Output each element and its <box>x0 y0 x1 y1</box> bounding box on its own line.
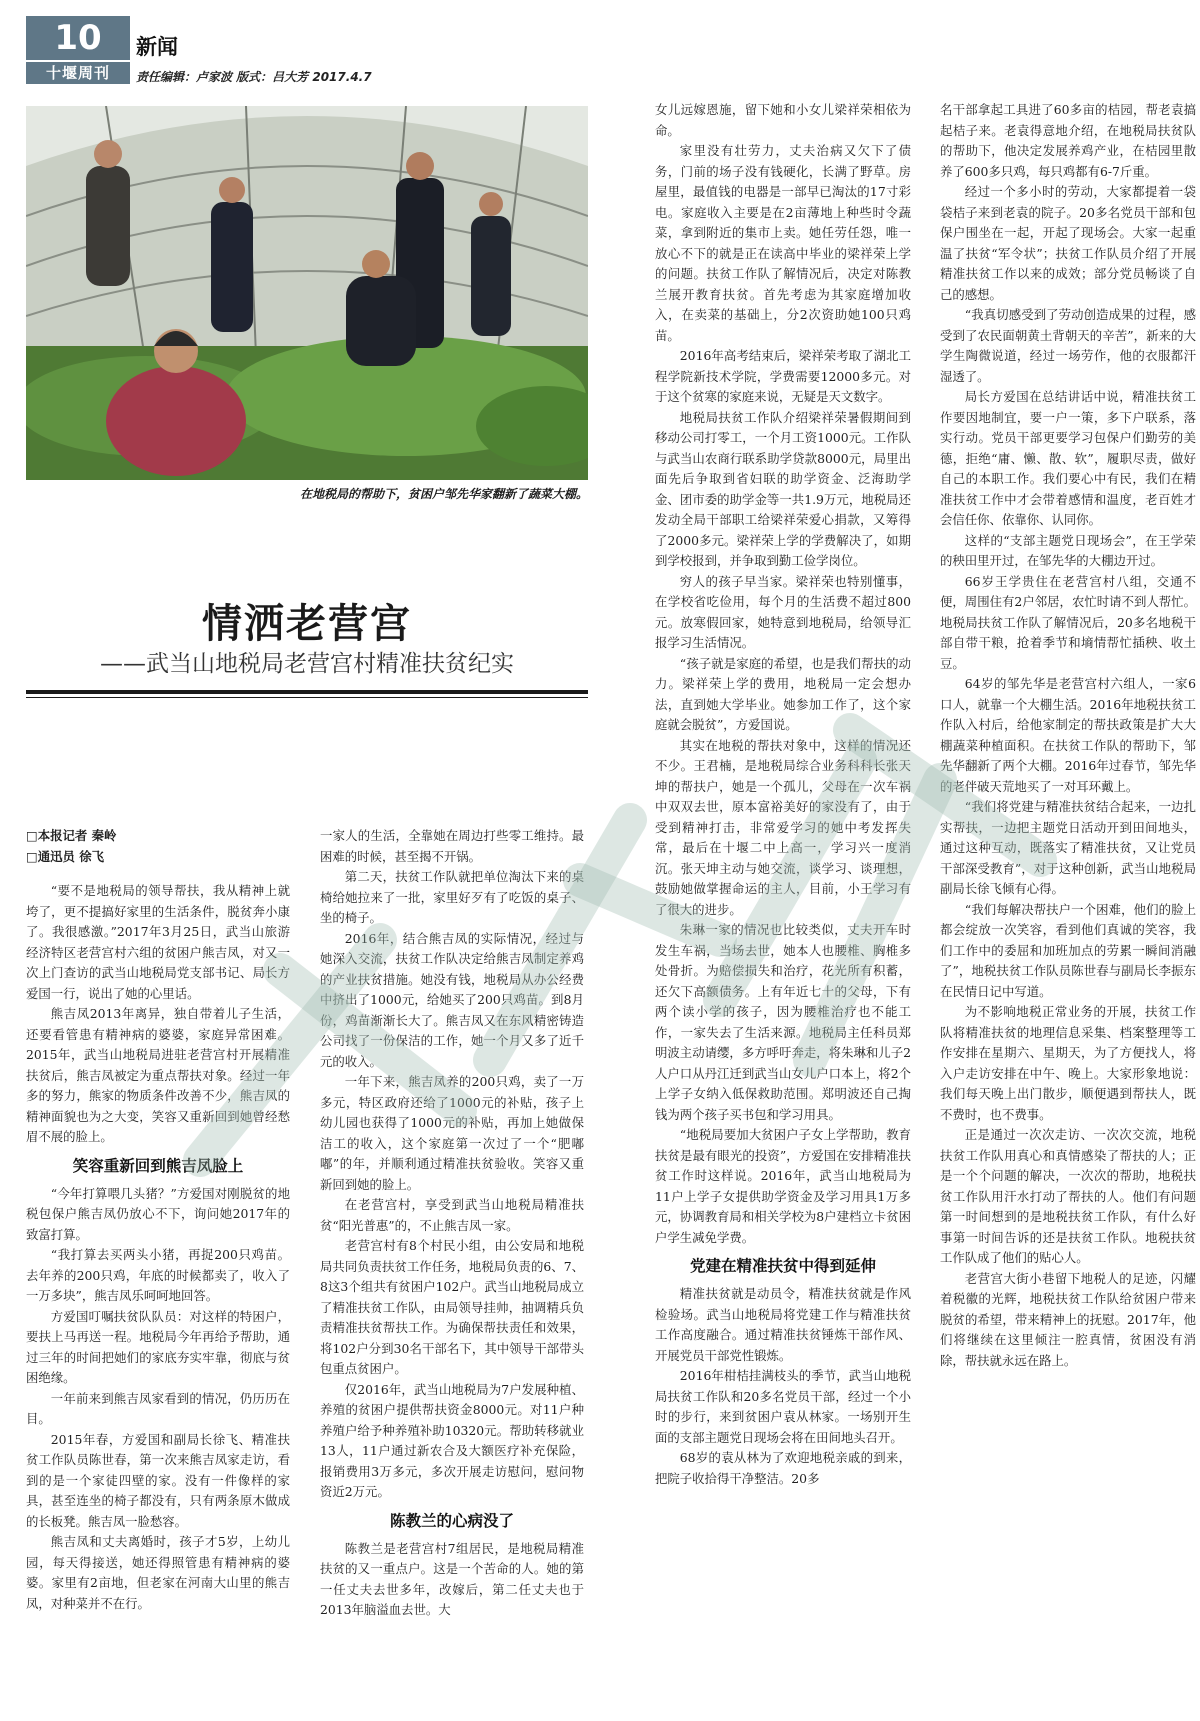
page-number-badge <box>26 16 130 84</box>
paragraph: 一年前来到熊吉凤家看到的情况，仍历历在目。 <box>26 1390 290 1426</box>
section-name: 新闻 <box>136 35 178 59</box>
paragraph: 其实在地税的帮扶对象中，这样的情况还不少。王君楠，是地税局综合业务科科长张天坤的帮扶户，她是一个孤儿，父母在一次车祸中双双去世，原本富裕美好的家没有了，由于受到精神打击，非常爱学习的她中考发挥失常，最后在十堰二中上高一，学习兴一度消沉。张天坤主动与她交流，谈学习、谈理想，鼓励她做掌握命运的主人，目前，小王学习有了很大的进步。 <box>655 737 911 917</box>
paragraph: 熊吉凤和丈夫离婚时，孩子才5岁，上幼儿园，每天得接送，她还得照管患有精神病的婆婆。家里有2亩地，但老家在河南大山里的熊吉凤，对种菜并不在行。 <box>26 1534 290 1611</box>
paragraph: 2016年高考结束后，梁祥荣考取了湖北工程学院新技术学院，学费需要12000多元。对于这个贫寒的家庭来说，无疑是天文数字。 <box>655 348 911 404</box>
paragraph: 地税局扶贫工作队介绍梁祥荣暑假期间到移动公司打零工，一个月工资1000元。工作队与武当山农商行联系助学贷款8000元，局里出面先后争取到省妇联的助学资金、泛海助学金、团市委的助学金等一共1.9万元，地税局还发动全局干部职工给梁祥荣爱心捐款，又筹得了2000多元。梁祥荣上学的学费解决了，如期到学校报到，并争取到勤工俭学岗位。 <box>655 409 911 568</box>
editor-credits: 责任编辑：卢家波 版式：吕大芳 2017.4.7 <box>136 70 372 84</box>
paragraph: 第二天，扶贫工作队就把单位淘汰下来的桌椅给她拉来了一批，家里好歹有了吃饭的桌子、坐的椅子。 <box>320 869 584 925</box>
paragraph: “我真切感受到了劳动创造成果的过程，感受到了农民面朝黄土背朝天的辛苦”，新来的大学生陶微说道，经过一场劳作，他的衣服都汗湿透了。 <box>940 307 1196 384</box>
paragraph: 2016年柑桔挂满枝头的季节，武当山地税局扶贫工作队和20多名党员干部，经过一个小时的步行，来到贫困户袁从林家。一场别开生面的支部主题党日现场会将在田间地头召开。 <box>655 1368 911 1445</box>
paragraph: 老营宫大街小巷留下地税人的足迹，闪耀着税徽的光辉，地税扶贫工作队给贫困户带来脱贫的希望，带来精神上的抚慰。2017年，他们将继续在这里倾注一腔真情，贫困没有消除，帮扶就永远在路上。 <box>940 1270 1196 1368</box>
section-heading: 陈教兰的心病没了 <box>389 1511 514 1530</box>
paragraph: 仅2016年，武当山地税局为7户发展种植、养殖的贫困户提供帮扶资金8000元。对11户种养殖户给予种养殖补助10320元。帮助转移就业13人，11户通过新农合及大额医疗补充保险，报销费用3万多元，多次开展走访慰问，慰问物资近2万元。 <box>320 1381 584 1499</box>
paragraph: 名干部拿起工具进了60多亩的桔园，帮老袁搞起桔子来。老袁得意地介绍，在地税局扶贫队的帮助下，他决定发展养鸡产业，在桔园里散养了600多只鸡，每只鸡都有6-7斤重。 <box>940 102 1196 179</box>
section-heading: 笑容重新回到熊吉凤脸上 <box>72 1156 244 1175</box>
paragraph: 一年下来，熊吉凤养的200只鸡，卖了一万多元，特区政府还给了1000元的补贴，孩子上幼儿园也获得了1000元的补贴，再加上她做保洁工的收入，这个家庭第一次过了一个“肥嘟嘟”的年，并顺利通过精准扶贫验收。笑容又重新回到她的脸上。 <box>320 1074 584 1192</box>
paragraph: 熊吉凤2013年离异，独自带着儿子生活，还要看管患有精神病的婆婆，家庭异常困难。2015年，武当山地税局进驻老营宫村开展精准扶贫后，熊吉凤被定为重点帮扶对象。经过一年多的努力，熊家的物质条件改善不少，熊吉凤的精神面貌也为之大变，笑容又重新回到她曾经愁眉不展的脸上。 <box>26 1006 290 1144</box>
paragraph: 在老营宫村，享受到武当山地税局精准扶贫“阳光普惠”的，不止熊吉凤一家。 <box>320 1197 584 1233</box>
paragraph: 朱琳一家的情况也比较类似，丈夫开车时发生车祸，当场去世，她本人也腰椎、胸椎多处骨折。为赔偿损失和治疗，花光所有积蓄，还欠下高额债务。上有年近七十的父母，下有两个读小学的孩子，因为腰椎治疗也不能工作，一家失去了生活来源。地税局主任科员郑明波主动请缨，多方呼吁奔走，将朱琳和儿子2人户口从丹江迁到武当山女儿户口本上，将2个上学子女纳入低保救助范围。郑明波还自己掏钱为两个孩子买书包和学习用具。 <box>655 922 911 1122</box>
paragraph: 经过一个多小时的劳动，大家都提着一袋袋桔子来到老袁的院子。20多名党员干部和包保户围坐在一起，开起了现场会。大家一起重温了扶贫“军令状”；扶贫工作队员介绍了开展精准扶贫工作以来的成效；部分党员畅谈了自己的感想。 <box>940 184 1196 302</box>
paragraph: 2016年，结合熊吉凤的实际情况，经过与她深入交流，扶贫工作队决定给熊吉凤制定养鸡的产业扶贫措施。她没有钱，地税局从办公经费中挤出了1000元，给她买了200只鸡苗。到8月份，鸡苗渐渐长大了。熊吉凤又在东风精密铸造公司找了一份保洁的工作，她一个月又多了近千元的收入。 <box>320 930 584 1069</box>
paragraph: 精准扶贫就是动员令，精准扶贫就是作风检验场。武当山地税局将党建工作与精准扶贫工作高度融合。通过精准扶贫锤炼干部作风、开展党员干部党性锻炼。 <box>655 1286 911 1363</box>
article-column-2 <box>320 826 584 1716</box>
article-column-3 <box>655 100 911 1716</box>
article-subtitle: ——武当山地税局老营宫村精准扶贫纪实 <box>100 651 514 677</box>
paragraph: “我打算去买两头小猪，再捉200只鸡苗。去年养的200只鸡，年底的时候都卖了，收入了一万多块”，熊吉凤乐呵呵地回答。 <box>26 1247 290 1303</box>
article-title: 情洒老营宫 <box>202 600 412 647</box>
paragraph: 68岁的袁从林为了欢迎地税亲戚的到来，把院子收拾得干净整洁。20多 <box>655 1450 911 1486</box>
paragraph: 2015年春，方爱国和副局长徐飞、精准扶贫工作队员陈世春，第一次来熊吉凤家走访，看到的是一个家徒四壁的家。没有一件像样的家具，甚至连坐的椅子都没有，只有两条原木做成的长板凳。熊吉凤一脸愁容。 <box>26 1431 290 1529</box>
page-number: 10 <box>26 16 130 60</box>
paragraph: “今年打算喂几头猪？”方爱国对刚脱贫的地税包保户熊吉凤仍放心不下，询问她2017年的致富打算。 <box>26 1185 290 1242</box>
photo-caption: 在地税局的帮助下，贫困户邹先华家翻新了蔬菜大棚。 <box>299 487 588 501</box>
title-rule-thin <box>26 697 588 698</box>
article-column-1 <box>26 826 290 1716</box>
paragraph: 为不影响地税正常业务的开展，扶贫工作队将精准扶贫的地理信息采集、档案整理等工作安排在星期六、星期天，为了方便找人，将入户走访安排在中午、晚上。大家形象地说：我们每天晚上出门散步，顺便遇到帮扶人，既不费时，也不费事。 <box>940 1004 1196 1122</box>
news-photo-greenhouse <box>26 106 588 480</box>
paragraph: 一家人的生活，全靠她在周边打些零工维持。最困难的时候，甚至揭不开锅。 <box>320 828 584 864</box>
paragraph: “地税局要加大贫困户子女上学帮助，教育扶贫是最有眼光的投资”，方爱国在安排精准扶贫工作时这样说。2016年，武当山地税局为11户上学子女提供助学资金及学习用具1万多元，协调教育局和相关学校为8户建档立卡贫困户学生减免学费。 <box>655 1127 911 1245</box>
byline-correspondent: □通迅员 徐飞 <box>26 848 104 864</box>
paragraph: “孩子就是家庭的希望，也是我们帮扶的动力。梁祥荣上学的费用，地税局一定会想办法，直到她大学毕业。她参加工作了，这个家庭就会脱贫”，方爱国说。 <box>655 655 911 732</box>
paragraph: 66岁王学贵住在老营宫村八组，交通不便，周围住有2户邻居，农忙时请不到人帮忙。地税局扶贫工作队了解情况后，20多名地税干部自带干粮，抢着季节和墒情帮忙插秧、收土豆。 <box>940 573 1196 671</box>
paragraph: “要不是地税局的领导帮扶，我从精神上就垮了，更不提搞好家里的生活条件，脱贫奔小康了。我很感激。”2017年3月25日，武当山旅游经济特区老营宫村六组的贫困户熊吉凤，对又一次上门查访的武当山地税局党支部书记、局长方爱国一行，说出了她的心里话。 <box>26 883 290 1001</box>
byline-reporter: □本报记者 秦岭 <box>26 828 117 843</box>
paragraph: 陈教兰是老营宫村7组居民，是地税局精准扶贫的又一重点户。这是一个苦命的人。她的第一任丈夫去世多年，改嫁后，第二任丈夫也于2013年脑溢血去世。大 <box>320 1540 584 1617</box>
title-rule <box>26 690 588 694</box>
paragraph: 方爱国叮嘱扶贫队队员：对这样的特困户，要扶上马再送一程。地税局今年再给予帮助，通过三年的时间把她们的家底夯实牢靠，彻底与贫困绝缘。 <box>26 1308 290 1385</box>
paragraph: “我们每解决帮扶户一个困难，他们的脸上都会绽放一次笑容，看到他们真诚的笑容，我们工作中的委屈和加班加点的劳累一瞬间消融了”，地税扶贫工作队员陈世春与副局长李振东在民情日记中写道。 <box>940 901 1196 999</box>
paragraph: “我们将党建与精准扶贫结合起来，一边扎实帮扶，一边把主题党日活动开到田间地头，通过这种互动，既落实了精准扶贫，又让党员干部深受教育”，对于这种创新，武当山地税局副局长徐飞倾有心得。 <box>940 799 1196 896</box>
paragraph: 64岁的邹先华是老营宫村六组人，一家6口人，就靠一个大棚生活。2016年地税扶贫工作队入村后，给他家制定的帮扶政策是扩大大棚蔬菜种植面积。在扶贫工作队的帮助下，邹先华翻新了两个大棚。2016年过春节，邹先华的老伴破天荒地买了一对耳环戴上。 <box>940 676 1196 794</box>
article-column-4 <box>940 100 1196 1716</box>
paper-name: 十堰周刊 <box>26 62 130 84</box>
paragraph: 老营宫村有8个村民小组，由公安局和地税局共同负责扶贫工作任务，地税局负责的6、7、8这3个组共有贫困户102户。武当山地税局成立了精准扶贫工作队，由局领导挂帅，抽调精兵负责精准扶贫帮扶工作。为确保帮扶责任和效果，将102户分到30名干部名下，其中领导干部带头包重点贫困户。 <box>320 1238 584 1376</box>
section-heading: 党建在精准扶贫中得到延伸 <box>689 1257 876 1275</box>
paragraph: 局长方爱国在总结讲话中说，精准扶贫工作要因地制宜，要一户一策，多下户联系，落实行动。党员干部更要学习包保户们勤劳的美德，拒绝“庸、懒、散、软”，履职尽责，做好自己的本职工作。我们要心中有民，我们在精准扶贫工作中才会带着感情和温度，老百姓才会信任你、依靠你、认同你。 <box>940 389 1196 527</box>
paragraph: 女儿远嫁恩施，留下她和小女儿梁祥荣相依为命。 <box>655 102 911 138</box>
paragraph: 这样的“支部主题党日现场会”，在王学荣的秧田里开过，在邹先华的大棚边开过。 <box>940 532 1196 568</box>
paragraph: 家里没有壮劳力，丈夫治病又欠下了债务，门前的场子没有钱硬化，长满了野草。房屋里，最值钱的电器是一部早已淘汰的17寸彩电。家庭收入主要是在2亩薄地上种些时令蔬菜，拿到附近的集市上卖。她任劳任怨，唯一放心不下的就是正在读高中毕业的梁祥荣上学的问题。扶贫工作队了解情况后，决定对陈教兰展开教育扶贫。首先考虑为其家庭增加收入，在卖菜的基础上，分2次资助她100只鸡苗。 <box>655 143 911 343</box>
paragraph: 正是通过一次次走访、一次次交流，地税扶贫工作队用真心和真情感染了帮扶的人；正是一个个问题的解决，一次次的帮助，地税扶贫工作队用汗水打动了帮扶的人。他们有问题第一时间想到的是地税扶贫工作队，有什么好事第一时间告诉的还是扶贫工作队。地税扶贫工作队成了他们的贴心人。 <box>940 1127 1196 1265</box>
paragraph: 穷人的孩子早当家。梁祥荣也特别懂事，在学校省吃俭用，每个月的生活费不超过800元。放寒假回家，她特意到地税局，给领导汇报学习生活情况。 <box>655 573 911 650</box>
